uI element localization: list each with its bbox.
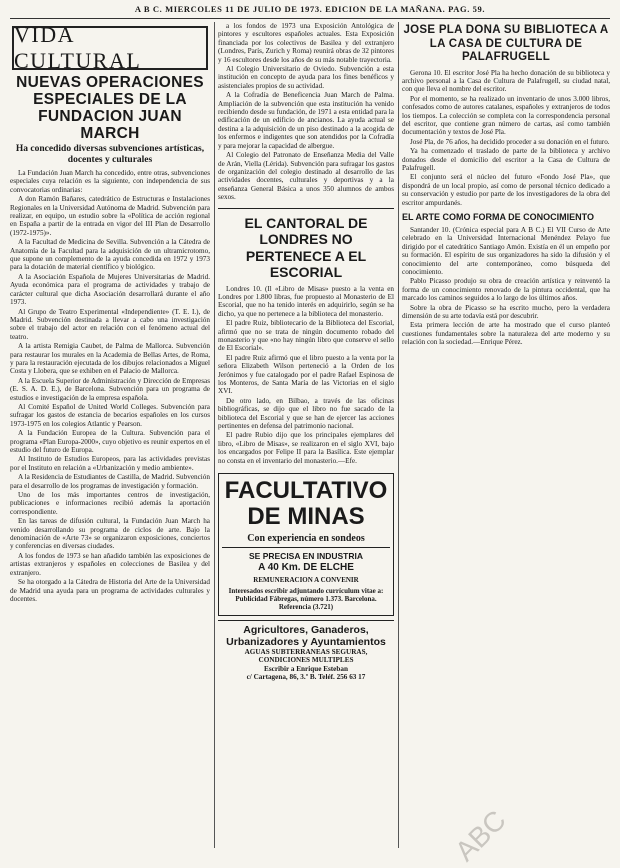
paragraph: La Fundación Juan March ha concedido, entre otras, subvenciones especiales cuya relación es la siguiente, con independencia de sus convocatorias ordinarias: <box>10 169 210 194</box>
article-body-cantoral <box>218 285 394 466</box>
ad-line: AGUAS SUBTERRANEAS SEGURAS, CONDICIONES MULTIPLES <box>244 648 368 665</box>
article-body-jose-pla <box>402 69 610 208</box>
ad-line: Escribir a Enrique Esteban <box>264 664 348 673</box>
paragraph: a los fondos de 1973 una Exposición Antológica de pintores y escultores españoles actuales. Esta Exposición financiada por los colectivos de Basilea y del extranjero (Londres, París, Zurich y Roma) reunirá obras de 32 pintores y 16 escultores desde los años de su más notable trayectoria. <box>218 22 394 64</box>
paragraph: El conjunto será el núcleo del futuro «Fondo José Pla», que dispondrá de un local propio, así como de personal técnico dedicado a su conservación y estudio por parte de los investigadores de la obra del escritor ampurdanés. <box>402 173 610 207</box>
column-middle <box>218 22 394 852</box>
paragraph: A la Facultad de Medicina de Sevilla. Subvención a la Cátedra de Anatomía de la Facultad para la adquisición de un ultramicrotomo, que supone un complemento de la ayuda concedida en 1972 y 1973 para la dotación de material científico y biológico. <box>10 238 210 272</box>
column-right <box>402 22 610 852</box>
ad-line: Con experiencia en sondeos <box>222 533 390 548</box>
paragraph: Se ha otorgado a la Cátedra de Historia del Arte de la Universidad de Madrid una ayuda para un programa de actividades culturales y docentes. <box>10 578 210 603</box>
paragraph: A la Residencia de Estudiantes de Castilla, de Madrid. Subvención para el desarrollo de los programas de investigación y formación. <box>10 473 210 490</box>
abc-watermark: ABC <box>449 804 512 867</box>
headline-cantoral: EL CANTORAL DE LONDRES NO PERTENECE A EL ESCORIAL <box>218 208 394 281</box>
ad-line: REMUNERACION A CONVENIR <box>253 576 359 585</box>
paragraph: El padre Ruiz afirmó que el libro puesto a la venta por la señora Elizabeth Wilson perteneció a la Orden de los Jerónimos y fue catalogado por el padre Rafael Espinosa de los Monteros, de Santa María de las Victorias en el siglo XVI. <box>218 353 394 396</box>
headline-fundacion: NUEVAS OPERACIONES ESPECIALES DE LA FUNDACION JUAN MARCH <box>16 74 204 142</box>
ad-aguas-subterraneas <box>218 620 394 682</box>
paragraph: A don Ramón Bañares, catedrático de Estructuras e Instalaciones Regionales en la Universidad Autónoma de Madrid. Subvención para realizar, en equipo, un estudio sobre la «Política de acción regional en España a partir de la entrada en vigor del III Plan de Desarrollo (1972-1975)». <box>10 195 210 237</box>
paragraph: Por el momento, se ha realizado un inventario de unos 3.000 libros, confesados como de autores catalanes, españoles y extranjeros de todos los tiempos. La colección se completa con la correspondencia personal del escritor, que contiene gran número de cartas, así como también documentación y textos de José Pla. <box>402 94 610 137</box>
column-rule <box>398 22 399 848</box>
ad-title: Agricultores, Ganaderos, Urbanizadores y Ayuntamientos <box>226 624 386 649</box>
article-body-arte <box>402 226 610 347</box>
paragraph: Ya ha comenzado el traslado de parte de la biblioteca y archivo donados desde el domicilio del escritor a la Casa de Cultura de Palafrugell. <box>402 147 610 172</box>
paragraph: Londres 10. (Il «Libro de Misas» puesto a la venta en Londres por 1.800 libras, fue propuesto al Monasterio de El Escorial, que no ha tenido interés en adquirirlo, según se ha dicho, ya que no pertenece a la biblioteca del monasterio. <box>218 284 394 318</box>
subhead-fundacion: Ha concedido diversas subvenciones artísticas, docentes y culturales <box>15 144 205 165</box>
section-box <box>12 22 208 73</box>
paragraph: A la Asociación Española de Mujeres Universitarias de Madrid. Ayuda económica para el programa de actividades y trabajo de carácter cultural que dicha Asociación desarrollará durante el año 1973. <box>10 272 210 307</box>
section-title: VIDA CULTURAL <box>14 22 142 73</box>
ad-title: FACULTATIVO DE MINAS <box>224 477 388 531</box>
headline-jose-pla: JOSE PLA DONA SU BIBLIOTECA A LA CASA DE CULTURA DE PALAFRUGELL <box>403 24 609 63</box>
paragraph: A la Cofradía de Beneficencia Juan March de Palma. Ampliación de la subvención que esta institución ha venido recibiendo desde su fundación, de 1971 a esta entidad para la edificación de un edificio de ancianos. La ayuda actual se destina a la adquisición de un piso destinado a la acogida de los enfermos e indigentes que son atendidos por la Cofradía y para mejorar la capacidad de albergue. <box>218 91 394 150</box>
paragraph: Al Grupo de Teatro Experimental «Independiente» (T. E. I.), de Madrid. Subvención destinada a llevar a cabo una investigación sobre el trabajo del actor en relación con el fenómeno actual del teatro. <box>10 307 210 341</box>
paragraph: A la Fundación Europea de la Cultura. Subvención para el programa «Plan Europa-2000», cuyo objetivo es reunir expertos en el estudio del futuro de Europa. <box>10 429 210 454</box>
column-left <box>10 22 210 852</box>
headline-arte: EL ARTE COMO FORMA DE CONOCIMIENTO <box>402 212 595 222</box>
ad-line: A 40 Km. DE ELCHE <box>258 562 354 574</box>
paragraph: A los fondos de 1973 se han añadido también las exposiciones de artistas extranjeros y españoles en colecciones de Basilea y del extranjero. <box>10 551 210 577</box>
column-rule <box>214 22 215 848</box>
ad-line: c/ Cartagena, 86, 3.º B. Teléf. 256 63 17 <box>246 673 366 682</box>
article-body-fundacion <box>10 169 210 603</box>
paragraph: Al Colegio del Patronato de Enseñanza Media del Valle de Arán, Viella (Lérida). Subvención para sufragar los gastos de organización del colegio destinado al desarrollo de las actividades docentes, culturales y deportivas y a la enseñanza General Básica a unos 350 alumnos de ambos sexos. <box>218 151 394 202</box>
article-continuation <box>218 22 394 202</box>
paragraph: Al Comité Español de United World Colleges. Subvención para sufragar los gastos de estancia de becarios españoles en los cursos 1973-1975 en los colegios Atlantic y Pearson. <box>10 402 210 428</box>
paragraph: Esta primera lección de arte ha mostrado que el curso planteó cuestiones fundamentales sobre la naturaleza del arte moderno y su relación con la sociedad.—Enrique Pérez. <box>402 321 610 347</box>
paragraph: Al Instituto de Estudios Europeos, para las actividades previstas por el Instituto en relación a «Urbanización y medio ambiente». <box>10 455 210 472</box>
paragraph: Sobre la obra de Picasso se ha escrito mucho, pero la verdadera dimensión de su arte todavía está por descubrir. <box>402 303 610 321</box>
paragraph: El padre Rubio dijo que los principales ejemplares del libro, «Libro de Misas», se realizaron en el siglo XVI, bajo los encargados por Felipe II para la Basílica. Este ejemplar no consta en el inventario del monasterio.—Efe. <box>218 431 394 465</box>
page-header: A B C. MIERCOLES 11 DE JULIO DE 1973. EDICION DE LA MAÑANA. PAG. 59. <box>10 4 610 19</box>
paragraph: A la artista Remigia Caubet, de Palma de Mallorca. Subvención para restaurar los murales en la Academia de Bellas Artes, de Roma, y para la restauración ejecutada de los dibujos relacionados a Miguel Costa y Llobera, que se exhiben en el Palacio de Mallorca. <box>10 342 210 376</box>
paragraph: De otro lado, en Bilbao, a través de las oficinas bibliográficas, se dijo que el libro no fue sacado de la biblioteca del Escorial y que se han de ejercer las acciones pertinentes en defensa del patrimonio nacional. <box>218 396 394 431</box>
paragraph: Al Colegio Universitario de Oviedo. Subvención a esta institución en concepto de ayuda para los fines benéficos y asistenciales propios de su actividad. <box>218 65 394 90</box>
ad-line: Interesados escribir adjuntando currículum vitae a: Publicidad Fábregas, número 1.373. Barcelona. Referencia (3.721) <box>228 587 384 612</box>
paragraph: José Pla, de 76 años, ha decidido proceder a su donación en el futuro. <box>410 137 610 146</box>
paragraph: En las tareas de difusión cultural, la Fundación Juan March ha venido desarrollando su programa de ciclos de arte. Bajo la denominación de «Arte 73» se organizaron exposiciones, conciertos y conferencias en diversas ciudades. <box>10 517 210 551</box>
paragraph: Pablo Picasso produjo su obra de creación artística y reinventó la forma de un conocimiento renovado de la pintura occidental, que ha marcado los caminos seguidos a lo largo de los últimos años. <box>402 277 610 303</box>
paragraph: Santander 10. (Crónica especial para A B C.) El VII Curso de Arte celebrado en la Universidad Internacional Menéndez Pelayo fue dirigido por el catedrático Santiago Amón. Existía en él un empeño por su formación. El espíritu de sus organizadores ha sido la difusión y el conocimiento del arte contemporáneo, como búsqueda del conocimiento. <box>402 226 610 277</box>
paragraph: El padre Ruiz, bibliotecario de la Biblioteca del Escorial, afirmó que no se trata de ningún documento robado del monasterio y que «no hay ningún libro que conserve el sello de El Escorial». <box>218 319 394 353</box>
ad-line: SE PRECISA EN INDUSTRIA <box>249 551 363 562</box>
paragraph: Gerona 10. El escritor José Pla ha hecho donación de su biblioteca y archivo personal a la Casa de Cultura de Palafrugell, su ciudad natal, con que lleva el nombre del escritor. <box>402 68 610 94</box>
ad-facultativo-minas <box>218 473 394 616</box>
paragraph: A la Escuela Superior de Administración y Dirección de Empresas (E. S. A. D. E.), de Barcelona. Subvención para un programa de estudios e investigación de la empresa española. <box>10 376 210 402</box>
paragraph: Uno de los más importantes centros de investigación, publicaciones e informaciones recibió además la aportación correspondiente. <box>10 491 210 516</box>
